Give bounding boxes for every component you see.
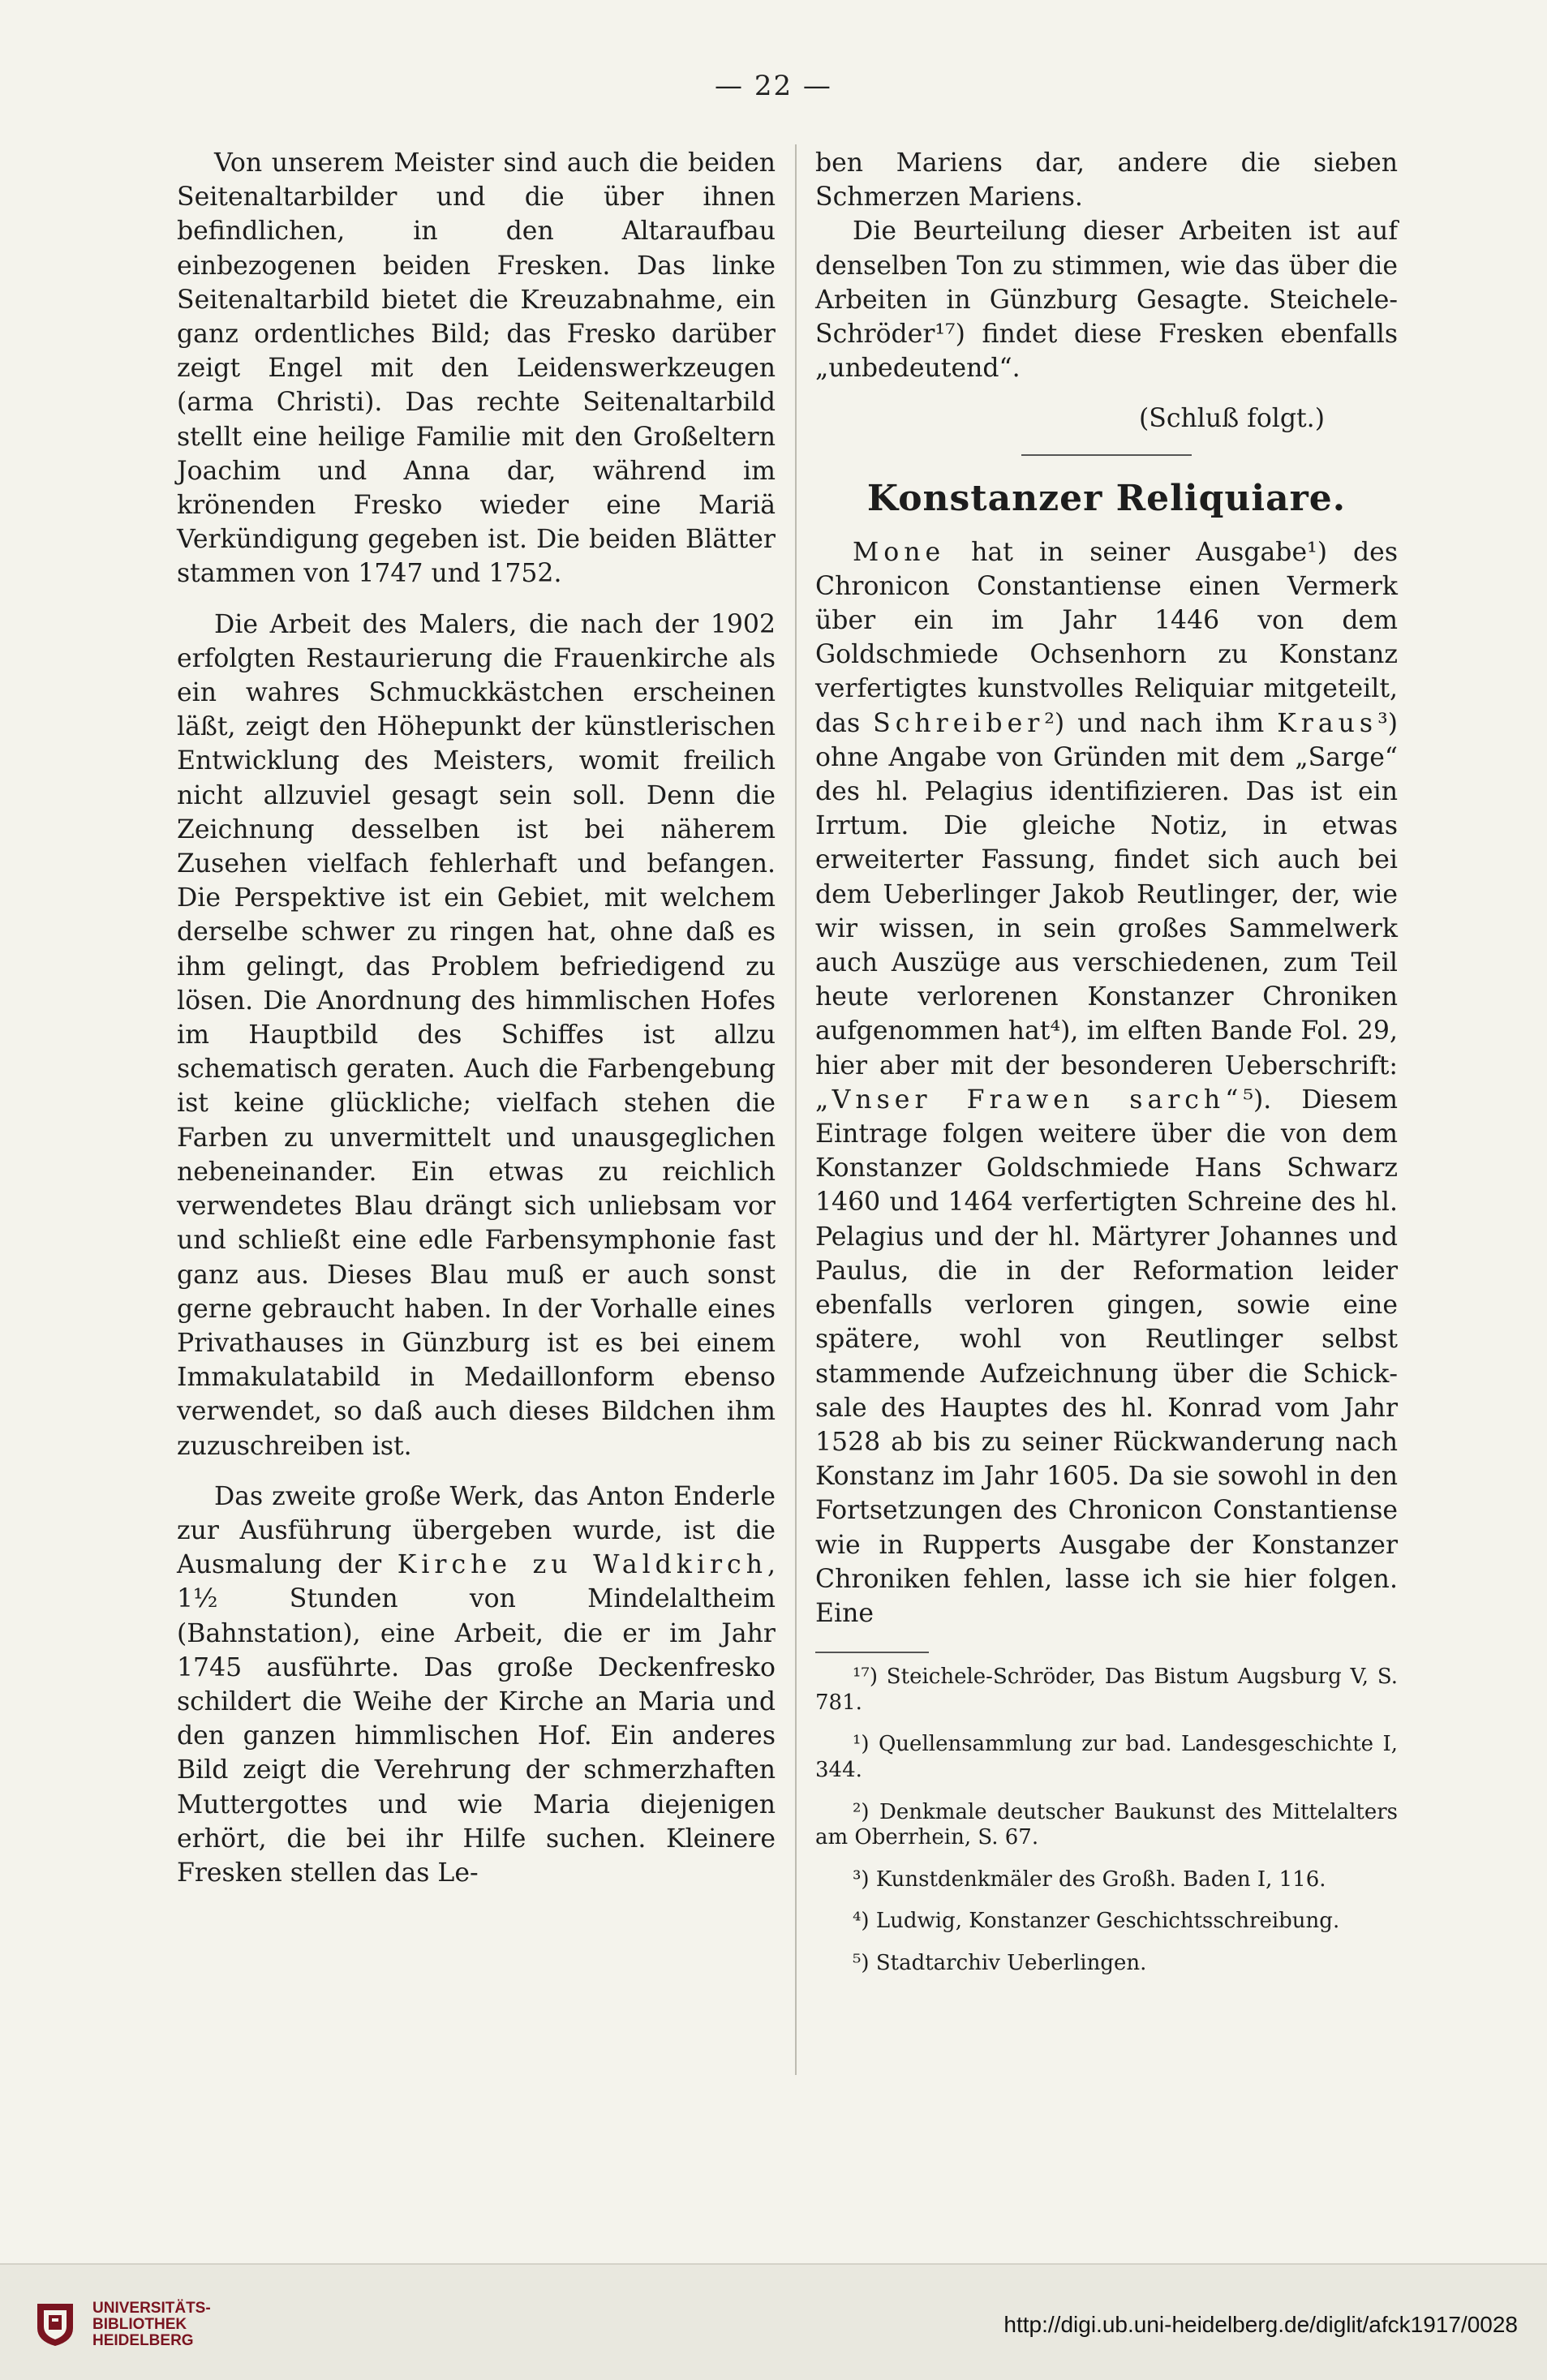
spaced-author-name: Mone <box>853 537 946 567</box>
footnote: ⁴) Ludwig, Konstanzer Geschichtsschreibung. <box>853 1909 1340 1934</box>
paragraph-left-1: Von unserem Meister sind auch die beiden Seitenaltarbilder und die über ihnen befindlichen, in den Altaraufbau einbezogenen beiden Fresken. Das linke Seitenaltarbild bietet die Kreuzabnahme, ein ganz ordentliches Bild; das Fresko darüber zeigt Engel mit den Leidenswerkzeugen (arma Christi). Das rechte Seitenaltarbild stellt eine heilige Familie mit den Großeltern Joachim und Anna dar, während im krönenden Fresko wieder eine Mariä Verkündigung gegeben ist. Die beiden Blätter stammen von 1747 und 1752. <box>177 148 776 589</box>
permalink-url[interactable]: http://digi.ub.uni-heidelberg.de/diglit/afck1917/0028 <box>1003 2312 1518 2337</box>
paragraph-left-3 <box>177 1480 776 1890</box>
section-divider <box>1021 454 1192 456</box>
spaced-place-name: Kirche zu Waldkirch <box>397 1550 767 1580</box>
footnote: ²) Denkmale deutscher Baukunst des Mittelalters am Oberrhein, S. 67. <box>815 1799 1398 1850</box>
footnote-rule <box>815 1652 929 1653</box>
library-line: BIBLIOTHEK <box>92 2316 187 2333</box>
paragraph-text: ²) und nach ihm <box>1044 708 1278 738</box>
continuation-note: (Schluß folgt.) <box>1138 404 1325 434</box>
footer-bar <box>0 2263 1547 2380</box>
spaced-quote: „Vnser Frawen sarch“ <box>815 1085 1244 1115</box>
paragraph-right-2: Die Beurteilung dieser Arbeiten ist auf denselben Ton zu stimmen, wie das über die Arbeiten in Günzburg Gesagte. Steichele-Schröder¹⁷) findet diese Fresken ebenfalls „unbedeutend“. <box>815 217 1398 384</box>
heidelberg-seal-icon <box>32 2301 78 2348</box>
article-heading: Konstanzer Reliquiare. <box>866 477 1347 519</box>
paragraph-right-1: ben Mariens dar, andere die sieben Schmerzen Mariens. <box>815 148 1398 213</box>
paragraph-text: hat in seiner Ausgabe¹) des Chronicon Constantiense einen Vermerk über ein im Jahr 1446 von dem Goldschmiede Ochsenhorn zu Konstanz verfertigtes kunstvolles Reliquiar mitgeteilt, das <box>815 537 1398 738</box>
spaced-author-name: Schreiber <box>873 708 1045 738</box>
library-name <box>92 2301 211 2349</box>
paragraph-text: , 1½ Stunden von Mindelaltheim (Bahnstation), eine Arbeit, die er im Jahr 1745 ausführte. Das große Deckenfresko schildert die Weihe der Kirche an Maria und den ganzen himmlischen Hof. Ein anderes Bild zeigt die Verehrung der schmerzhaften Muttergottes und wie Maria diejenigen erhört, die bei ihr Hilfe suchen. Kleinere Fresken stellen das Le- <box>177 1550 776 1888</box>
footnote: ¹⁷) Steichele-Schröder, Das Bistum Augsburg V, S. 781. <box>815 1665 1398 1715</box>
paragraph-right-3 <box>815 535 1398 1631</box>
page-number: — 22 — <box>715 70 832 102</box>
library-line: UNIVERSITÄTS- <box>92 2300 211 2317</box>
left-column <box>177 146 776 1890</box>
footnote: ³) Kunstdenkmäler des Großh. Baden I, 116. <box>853 1867 1326 1892</box>
footnote: ⁵) Stadtarchiv Ueberlingen. <box>853 1950 1147 1975</box>
footnote: ¹) Quellensammlung zur bad. Landesgeschichte I, 344. <box>815 1732 1398 1782</box>
paragraph-text: Das zweite große Werk, das Anton Enderle zur Ausführung übergeben wurde, ist die Ausmalung der <box>177 1481 776 1580</box>
library-line: HEIDELBERG <box>92 2332 194 2349</box>
paragraph-left-2: Die Arbeit des Malers, die nach der 1902 erfolgten Restaurierung die Frauenkirche als ein wahres Schmuckkästchen erscheinen läßt, zeigt den Höhepunkt der künstlerischen Entwicklung des Meisters, womit freilich nicht allzuviel gesagt sein soll. Denn die Zeichnung desselben ist bei näherem Zusehen vielfach fehlerhaft und befangen. Die Perspektive ist ein Gebiet, mit welchem derselbe schwer zu ringen hat, ohne daß es ihm gelingt, das Problem befriedigend zu lösen. Die Anordnung des himmlischen Hofes im Hauptbild des Schiffes ist allzu schematisch geraten. Auch die Farbengebung ist keine glückliche; vielfach stehen die Farben zu unvermittelt und unausgeglichen nebeneinander. Ein etwas zu reichlich verwendetes Blau drängt sich unliebsam vor und schließt eine edle Farbensymphonie fast ganz aus. Dieses Blau muß er auch sonst gerne gebraucht haben. In der Vorhalle eines Privathauses in Günzburg ist es bei einem Immakulatabild in Medaillonform ebenso verwendet, so daß auch dieses Bildchen ihm zuzuschreiben ist. <box>177 609 776 1461</box>
spaced-author-name: Kraus <box>1277 708 1378 738</box>
paragraph-text: ³) ohne Angabe von Gründen mit dem „Sarge“ des hl. Pelagius identifizieren. Das ist ein Irrtum. Die gleiche Notiz, in etwas erweiterter Fassung, findet sich auch bei dem Ueberlinger Jakob Reutlinger, der, wie wir wissen, in sein großes Sammelwerk auch Auszüge aus verschiedenen, zum Teil heute verlorenen Konstanzer Chroniken aufgenommen hat⁴), im elften Bande Fol. 29, hier aber mit der besonderen Ueberschrift: <box>815 708 1399 1080</box>
paragraph-text: ⁵). Diesem Eintrage folgen weitere über die von dem Konstanzer Goldschmiede Hans Schwarz 1460 und 1464 verfertigten Schreine des hl. Pelagius und der hl. Märtyrer Johannes und Paulus, die in der Reformation leider ebenfalls verloren gingen, sowie eine spätere, wohl von Reutlinger selbst stammende Aufzeichnung über die Schicksale des Hauptes des hl. Konrad vom Jahr 1528 ab bis zu seiner Rückwanderung nach Konstanz im Jahr 1605. Da sie sowohl in den Fortsetzungen des Chronicon Constantiense wie in Rupperts Ausgabe der Konstanzer Chroniken fehlen, lasse ich sie hier folgen. Eine <box>815 1085 1398 1628</box>
right-column <box>815 146 1398 1976</box>
column-divider <box>795 144 797 2075</box>
